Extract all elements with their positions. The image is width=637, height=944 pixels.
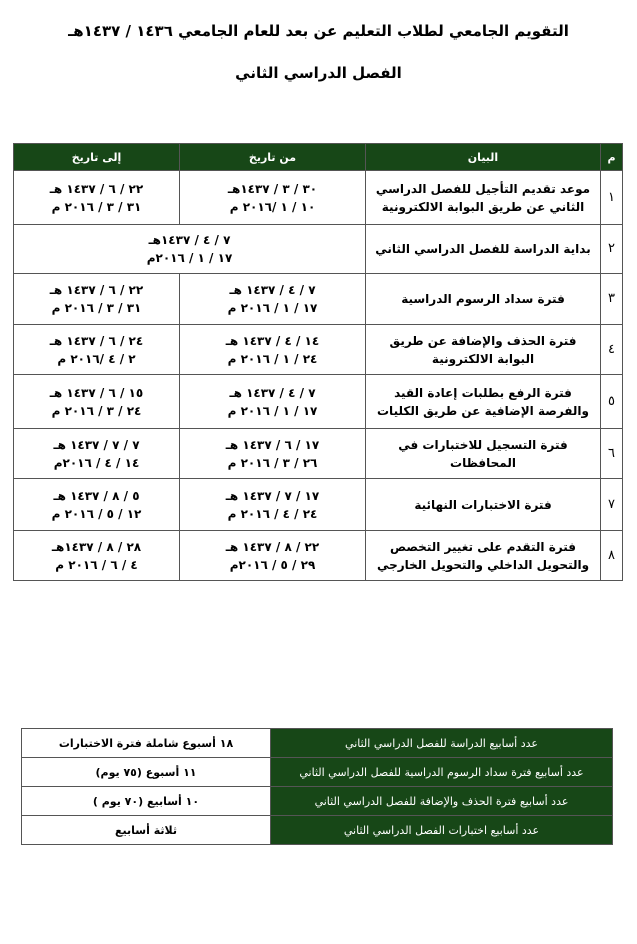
to-date-gregorian: ٤ / ٦ / ٢٠١٦ م bbox=[55, 557, 138, 572]
row-item: فترة الحذف والإضافة عن طريق البوابة الالكترونية bbox=[366, 325, 601, 375]
row-number: ٢ bbox=[601, 225, 623, 274]
from-date-cell bbox=[180, 531, 366, 581]
to-date-hijri: ٢٤ / ٦ / ١٤٣٧ هـ bbox=[49, 333, 144, 348]
table-row bbox=[14, 325, 623, 375]
to-date-hijri: ٢٢ / ٦ / ١٤٣٧ هـ bbox=[49, 181, 144, 196]
to-date-gregorian: ١٢ / ٥ / ٢٠١٦ م bbox=[51, 506, 142, 521]
from-date-cell bbox=[180, 429, 366, 479]
summary-row bbox=[22, 758, 613, 787]
table-row bbox=[14, 375, 623, 429]
header-to-date: إلى تاريخ bbox=[14, 144, 180, 171]
summary-row bbox=[22, 816, 613, 845]
calendar-header-row bbox=[14, 144, 623, 171]
from-date-hijri: ٧ / ٤ / ١٤٣٧ هـ bbox=[229, 385, 316, 400]
table-row bbox=[14, 225, 623, 274]
summary-row bbox=[22, 787, 613, 816]
to-date-gregorian: ٣١ / ٣ / ٢٠١٦ م bbox=[51, 301, 142, 315]
row-number: ٨ bbox=[601, 531, 623, 581]
row-item: فترة التسجيل للاختبارات في المحافظات bbox=[366, 429, 601, 479]
row-number: ٥ bbox=[601, 375, 623, 429]
table-row bbox=[14, 479, 623, 531]
to-date-hijri: ٢٨ / ٨ / ١٤٣٧هـ bbox=[51, 539, 142, 554]
summary-label: عدد أسابيع فترة سداد الرسوم الدراسية للفصل الدراسي الثاني bbox=[271, 758, 613, 787]
to-date-cell bbox=[14, 274, 180, 325]
summary-row bbox=[22, 729, 613, 758]
row-number: ٣ bbox=[601, 274, 623, 325]
row-number: ٦ bbox=[601, 429, 623, 479]
row-number: ٤ bbox=[601, 325, 623, 375]
from-date-gregorian: ١٧ / ١ / ٢٠١٦ م bbox=[227, 301, 318, 315]
from-date-cell bbox=[180, 325, 366, 375]
summary-table bbox=[21, 728, 613, 845]
from-date-cell bbox=[180, 375, 366, 429]
row-item: موعد تقديم التأجيل للفصل الدراسي الثاني عن طريق البوابة الالكترونية bbox=[366, 171, 601, 225]
from-date-hijri: ١٧ / ٦ / ١٤٣٧ هـ bbox=[225, 437, 320, 452]
to-date-hijri: ١٥ / ٦ / ١٤٣٧ هـ bbox=[49, 385, 144, 400]
summary-value: ١٠ أسابيع (٧٠ يوم ) bbox=[22, 787, 271, 816]
page-title: التقويم الجامعي لطلاب التعليم عن بعد للعام الجامعي ١٤٣٦ / ١٤٣٧هـ bbox=[68, 22, 569, 40]
summary-label: عدد أسابيع الدراسة للفصل الدراسي الثاني bbox=[271, 729, 613, 758]
row-number: ٧ bbox=[601, 479, 623, 531]
calendar-table bbox=[13, 143, 623, 581]
from-date-gregorian: ٢٩ / ٥ / ٢٠١٦م bbox=[229, 557, 316, 572]
to-date-hijri: ٢٢ / ٦ / ١٤٣٧ هـ bbox=[49, 283, 144, 297]
from-date-hijri: ٢٢ / ٨ / ١٤٣٧ هـ bbox=[225, 539, 320, 554]
row-item: فترة الاختبارات النهائية bbox=[366, 479, 601, 531]
from-date-gregorian: ٢٤ / ١ / ٢٠١٦ م bbox=[227, 351, 318, 366]
header-num: م bbox=[601, 144, 623, 171]
from-date-gregorian: ١٠ / ١ /٢٠١٦ م bbox=[229, 199, 316, 214]
row-number: ١ bbox=[601, 171, 623, 225]
summary-value: ثلاثة أسابيع bbox=[22, 816, 271, 845]
table-row bbox=[14, 171, 623, 225]
from-date-gregorian: ١٧ / ١ / ٢٠١٦ م bbox=[227, 403, 318, 418]
to-date-cell bbox=[14, 479, 180, 531]
table-row bbox=[14, 429, 623, 479]
summary-label: عدد أسابيع فترة الحذف والإضافة للفصل الدراسي الثاني bbox=[271, 787, 613, 816]
to-date-cell bbox=[14, 375, 180, 429]
table-row bbox=[14, 531, 623, 581]
to-date-gregorian: ٣١ / ٣ / ٢٠١٦ م bbox=[51, 199, 142, 214]
from-date-hijri: ١٤ / ٤ / ١٤٣٧ هـ bbox=[225, 333, 320, 348]
date-hijri: ٧ / ٤ / ١٤٣٧هـ bbox=[148, 233, 231, 247]
from-date-cell bbox=[180, 171, 366, 225]
from-date-hijri: ١٧ / ٧ / ١٤٣٧ هـ bbox=[225, 488, 320, 503]
row-item: فترة سداد الرسوم الدراسية bbox=[366, 274, 601, 325]
to-date-cell bbox=[14, 531, 180, 581]
from-date-gregorian: ٢٦ / ٣ / ٢٠١٦ م bbox=[227, 455, 318, 470]
summary-value: ١٨ أسبوع شاملة فترة الاختبارات bbox=[22, 729, 271, 758]
from-date-cell bbox=[180, 479, 366, 531]
to-date-hijri: ٧ / ٧ / ١٤٣٧ هـ bbox=[53, 437, 140, 452]
header-item: البيان bbox=[366, 144, 601, 171]
header-from-date: من تاريخ bbox=[180, 144, 366, 171]
row-item: فترة التقدم على تغيير التخصص والتحويل الداخلي والتحويل الخارجي bbox=[366, 531, 601, 581]
from-date-hijri: ٧ / ٤ / ١٤٣٧ هـ bbox=[229, 283, 316, 297]
from-date-cell bbox=[180, 274, 366, 325]
row-item: بداية الدراسة للفصل الدراسي الثاني bbox=[366, 225, 601, 274]
summary-value: ١١ أسبوع (٧٥ يوم) bbox=[22, 758, 271, 787]
to-date-hijri: ٥ / ٨ / ١٤٣٧ هـ bbox=[53, 488, 140, 503]
from-date-gregorian: ٢٤ / ٤ / ٢٠١٦ م bbox=[227, 506, 318, 521]
to-date-gregorian: ١٤ / ٤ / ٢٠١٦م bbox=[53, 455, 140, 470]
from-date-hijri: ٣٠ / ٣ / ١٤٣٧هـ bbox=[227, 181, 318, 196]
merged-date-cell bbox=[14, 225, 366, 274]
to-date-cell bbox=[14, 171, 180, 225]
to-date-cell bbox=[14, 325, 180, 375]
row-item: فترة الرفع بطلبات إعادة القيد والفرصة الإضافية عن طريق الكليات bbox=[366, 375, 601, 429]
to-date-gregorian: ٢ / ٤ /٢٠١٦ م bbox=[57, 351, 136, 366]
to-date-gregorian: ٢٤ / ٣ / ٢٠١٦ م bbox=[51, 403, 142, 418]
table-row bbox=[14, 274, 623, 325]
date-gregorian: ١٧ / ١ / ٢٠١٦م bbox=[146, 251, 233, 265]
to-date-cell bbox=[14, 429, 180, 479]
summary-label: عدد أسابيع اختبارات الفصل الدراسي الثاني bbox=[271, 816, 613, 845]
page-subtitle: الفصل الدراسي الثاني bbox=[235, 64, 402, 82]
